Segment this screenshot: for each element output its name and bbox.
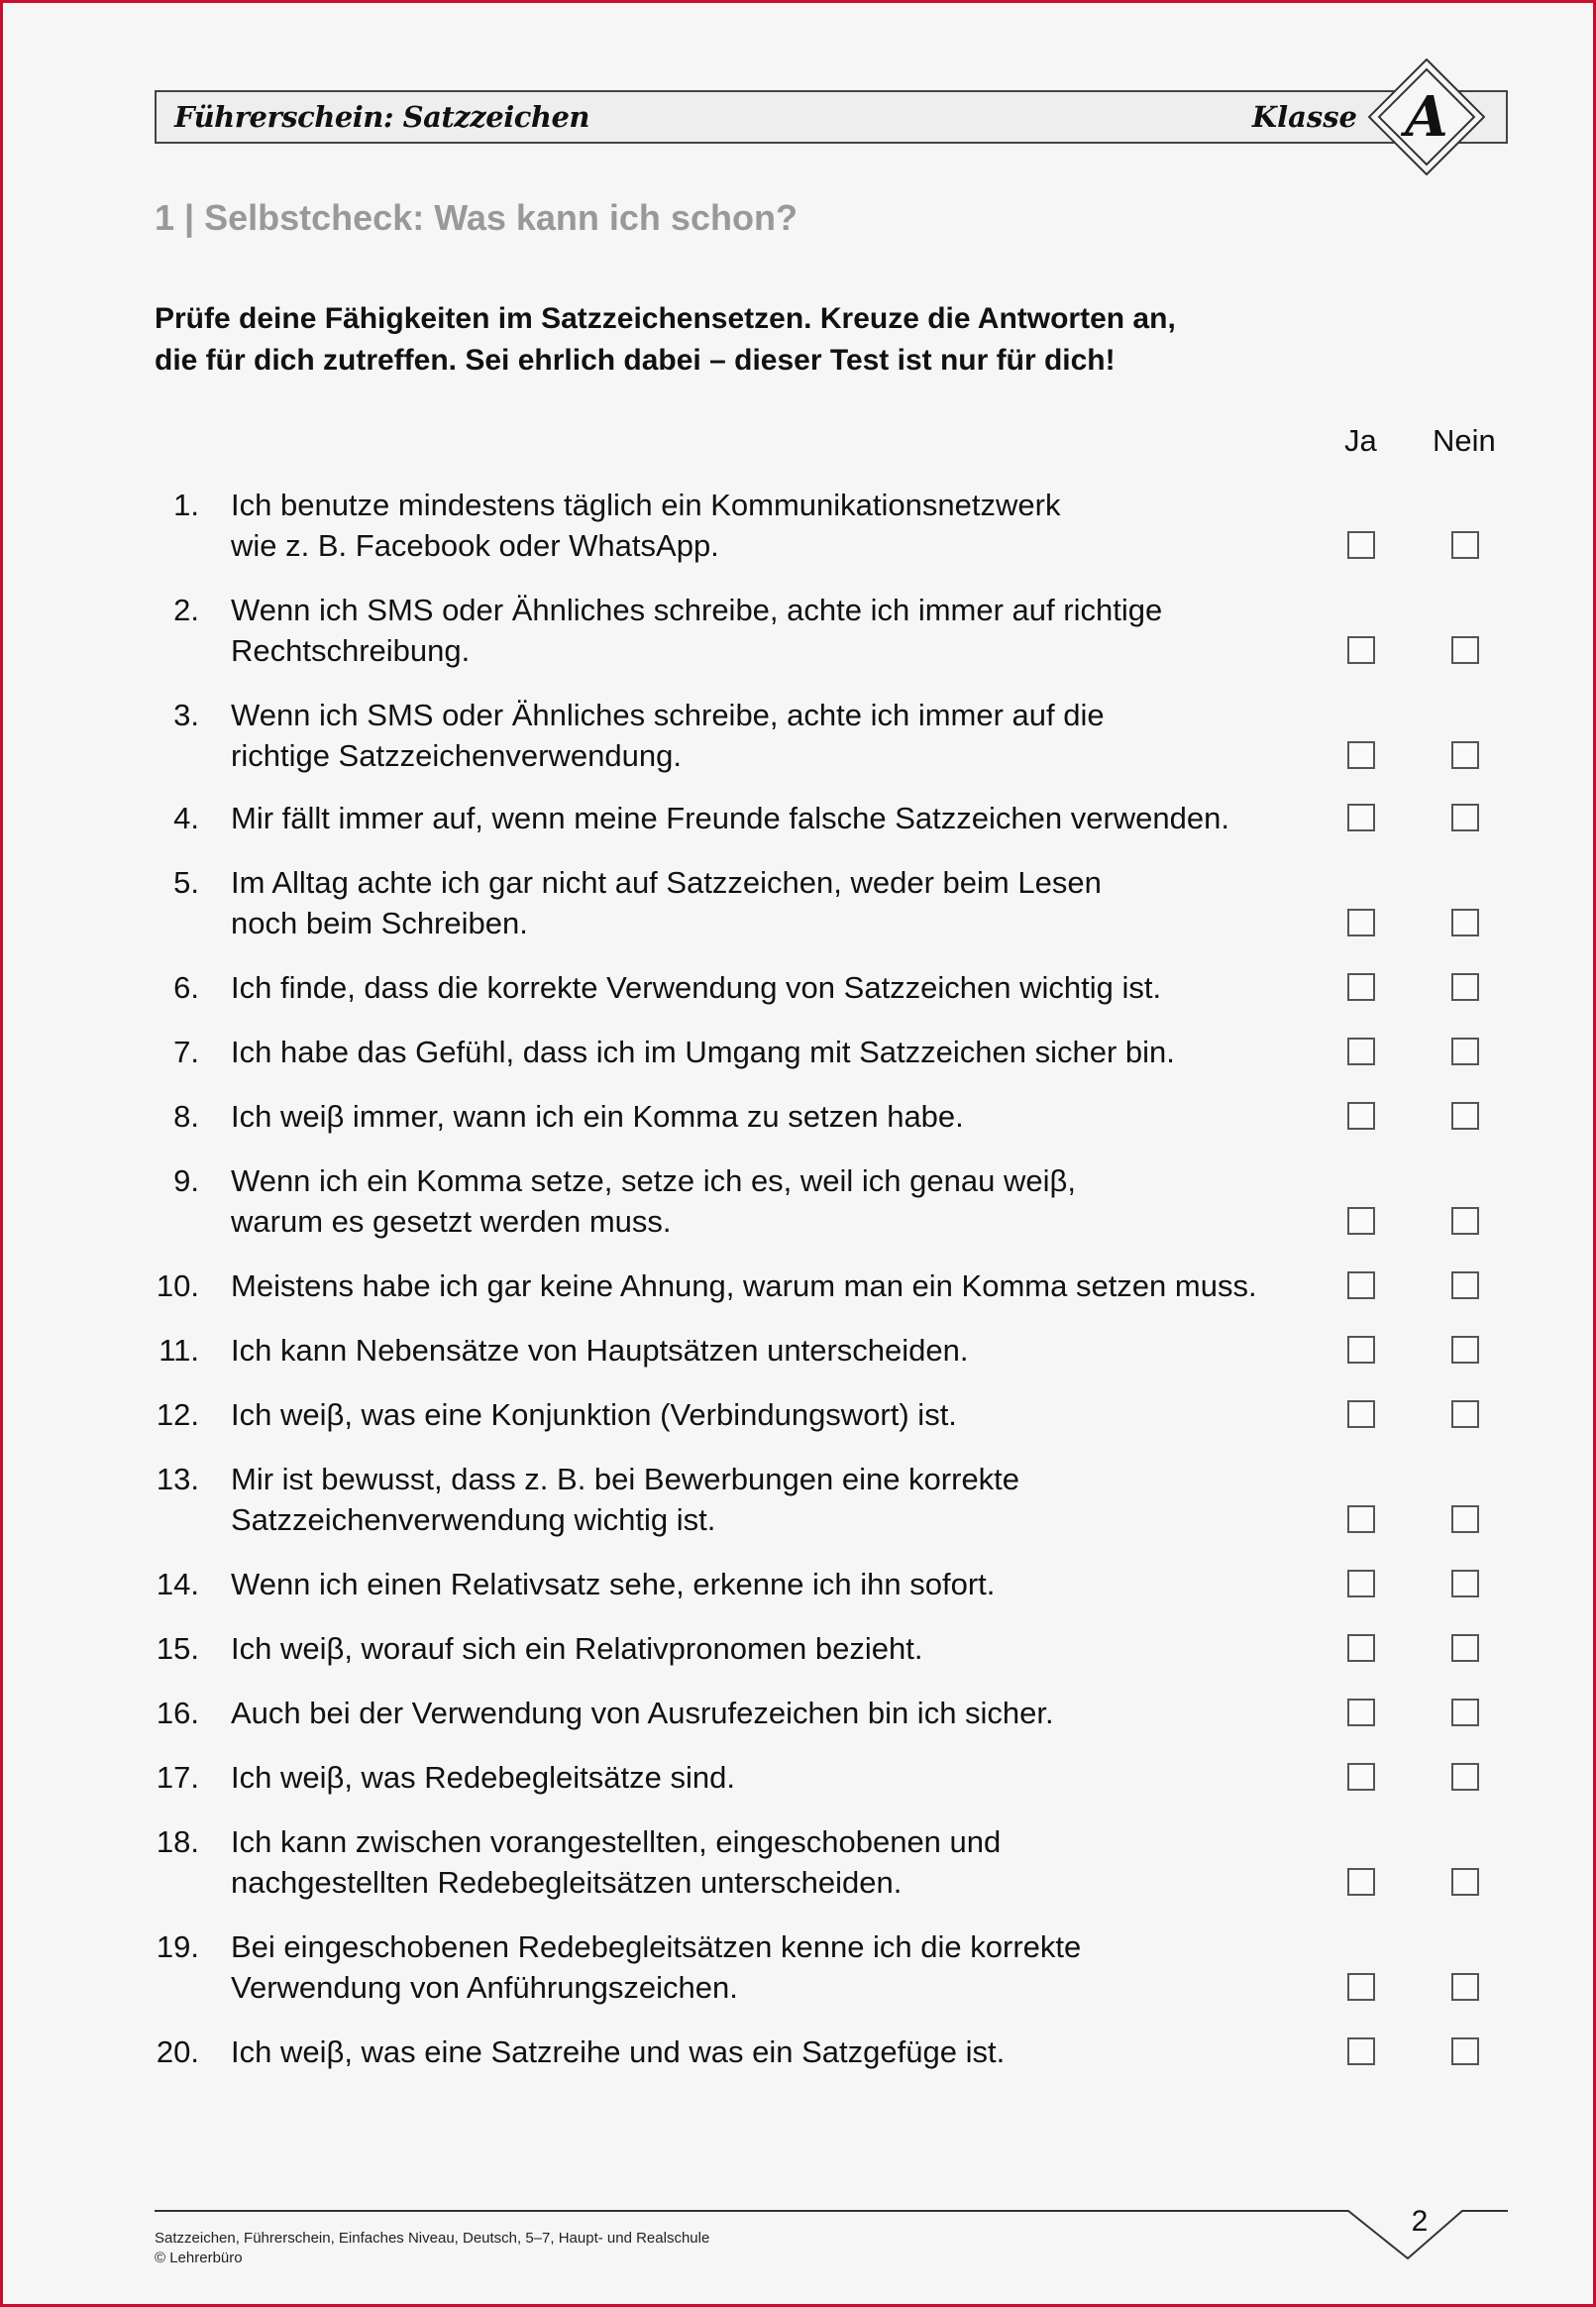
checkbox-nein[interactable] [1451, 636, 1479, 664]
checkbox-nein[interactable] [1451, 1699, 1479, 1726]
checklist-item [3, 1394, 1596, 1435]
instructions-line: Prüfe deine Fähigkeiten im Satzzeichensetzen. Kreuze die Antworten an, [155, 302, 1176, 335]
item-text-line: Ich weiβ, was Redebegleitsätze sind. [231, 1760, 735, 1795]
checklist-item [3, 2032, 1596, 2072]
item-number: 14. [156, 1567, 199, 1601]
checkbox-nein[interactable] [1451, 1570, 1479, 1597]
checkbox-ja[interactable] [1347, 804, 1375, 831]
checklist-item [3, 862, 1596, 943]
checklist-item [3, 1757, 1596, 1798]
item-text [231, 1628, 1330, 1669]
instructions-line: die für dich zutreffen. Sei ehrlich dabei – dieser Test ist nur für dich! [155, 344, 1116, 377]
item-text [231, 1821, 1330, 1903]
column-header-ja: Ja [1344, 423, 1377, 458]
checklist-item [3, 1032, 1596, 1072]
item-text [231, 1757, 1330, 1798]
footer-copyright: © Lehrerbüro [155, 2250, 243, 2266]
checkbox-ja[interactable] [1347, 1038, 1375, 1065]
item-text-line: Ich weiβ, was eine Konjunktion (Verbindungswort) ist. [231, 1397, 957, 1432]
klasse-label: Klasse [1251, 100, 1357, 134]
klasse-badge [1368, 58, 1485, 175]
checkbox-nein[interactable] [1451, 909, 1479, 936]
item-text [231, 1394, 1330, 1435]
checklist-item [3, 967, 1596, 1008]
checkbox-ja[interactable] [1347, 1868, 1375, 1896]
checklist-item [3, 1821, 1596, 1903]
item-text-line: Mir ist bewusst, dass z. B. bei Bewerbungen eine korrekte [231, 1462, 1020, 1496]
item-text [231, 590, 1330, 671]
item-number: 20. [156, 2034, 199, 2069]
checkbox-nein[interactable] [1451, 531, 1479, 559]
checkbox-nein[interactable] [1451, 973, 1479, 1001]
item-text-line: noch beim Schreiben. [231, 906, 528, 940]
item-text [231, 1926, 1330, 2008]
checkbox-ja[interactable] [1347, 973, 1375, 1001]
item-number: 3. [173, 698, 199, 732]
item-text-line: Mir fällt immer auf, wenn meine Freunde falsche Satzzeichen verwenden. [231, 801, 1229, 835]
item-text [231, 1160, 1330, 1242]
item-number: 12. [156, 1397, 199, 1432]
item-text [231, 1564, 1330, 1604]
item-text [231, 485, 1330, 566]
checklist-item [3, 1459, 1596, 1540]
checklist-item [3, 798, 1596, 838]
checkbox-ja[interactable] [1347, 1271, 1375, 1299]
item-number: 4. [173, 801, 199, 835]
checklist-item [3, 1265, 1596, 1306]
checkbox-ja[interactable] [1347, 1570, 1375, 1597]
checkbox-nein[interactable] [1451, 804, 1479, 831]
checklist-item [3, 1330, 1596, 1371]
item-text-line: Ich weiβ, was eine Satzreihe und was ein Satzgefüge ist. [231, 2034, 1006, 2069]
footer-text [155, 2229, 709, 2268]
checkbox-nein[interactable] [1451, 1038, 1479, 1065]
item-text-line: Im Alltag achte ich gar nicht auf Satzzeichen, weder beim Lesen [231, 865, 1102, 900]
item-text [231, 695, 1330, 776]
checkbox-nein[interactable] [1451, 1505, 1479, 1533]
checkbox-nein[interactable] [1451, 1336, 1479, 1364]
klasse-letter: A [1405, 84, 1448, 150]
item-text-line: richtige Satzzeichenverwendung. [231, 738, 682, 773]
instructions [155, 298, 1393, 382]
item-text [231, 862, 1330, 943]
checkbox-nein[interactable] [1451, 1400, 1479, 1428]
item-number: 9. [173, 1163, 199, 1198]
checkbox-nein[interactable] [1451, 2037, 1479, 2065]
checklist-item [3, 1096, 1596, 1137]
checkbox-ja[interactable] [1347, 741, 1375, 769]
checklist-item [3, 1926, 1596, 2008]
checkbox-nein[interactable] [1451, 1634, 1479, 1662]
checkbox-ja[interactable] [1347, 636, 1375, 664]
item-text [231, 1330, 1330, 1371]
item-text-line: Wenn ich SMS oder Ähnliches schreibe, achte ich immer auf die [231, 698, 1105, 732]
checkbox-ja[interactable] [1347, 1973, 1375, 2001]
item-text-line: Wenn ich einen Relativsatz sehe, erkenne ich ihn sofort. [231, 1567, 996, 1601]
item-text [231, 1096, 1330, 1137]
checkbox-ja[interactable] [1347, 1102, 1375, 1130]
item-text-line: Ich kann Nebensätze von Hauptsätzen unterscheiden. [231, 1333, 969, 1368]
header-bar [155, 90, 1508, 144]
item-number: 7. [173, 1035, 199, 1069]
item-text-line: Ich habe das Gefühl, dass ich im Umgang mit Satzzeichen sicher bin. [231, 1035, 1175, 1069]
checkbox-nein[interactable] [1451, 1102, 1479, 1130]
item-text-line: nachgestellten Redebegleitsätzen unterscheiden. [231, 1865, 903, 1900]
item-text [231, 2032, 1330, 2072]
item-number: 5. [173, 865, 199, 900]
worksheet-title: Führerschein: Satzzeichen [174, 100, 589, 134]
item-number: 6. [173, 970, 199, 1005]
checklist-item [3, 590, 1596, 671]
item-text-line: Ich weiβ, worauf sich ein Relativpronomen bezieht. [231, 1631, 923, 1666]
checkbox-ja[interactable] [1347, 1400, 1375, 1428]
item-text-line: Meistens habe ich gar keine Ahnung, warum man ein Komma setzen muss. [231, 1268, 1257, 1303]
item-text [231, 967, 1330, 1008]
item-text-line: Verwendung von Anführungszeichen. [231, 1970, 738, 2005]
item-text [231, 798, 1330, 838]
item-text-line: Ich kann zwischen vorangestellten, eingeschobenen und [231, 1824, 1002, 1859]
checklist-item [3, 1160, 1596, 1242]
checkbox-ja[interactable] [1347, 531, 1375, 559]
item-text-line: Satzzeichenverwendung wichtig ist. [231, 1502, 716, 1537]
item-text-line: wie z. B. Facebook oder WhatsApp. [231, 528, 719, 563]
checkbox-ja[interactable] [1347, 2037, 1375, 2065]
checkbox-nein[interactable] [1451, 1868, 1479, 1896]
checklist-item [3, 1693, 1596, 1733]
item-text-line: Ich benutze mindestens täglich ein Kommunikationsnetzwerk [231, 488, 1061, 522]
item-number: 2. [173, 593, 199, 627]
checklist-item [3, 695, 1596, 776]
item-text-line: Ich finde, dass die korrekte Verwendung von Satzzeichen wichtig ist. [231, 970, 1162, 1005]
item-text-line: Wenn ich ein Komma setze, setze ich es, weil ich genau weiβ, [231, 1163, 1076, 1198]
checkbox-ja[interactable] [1347, 1699, 1375, 1726]
item-number: 8. [173, 1099, 199, 1134]
checkbox-ja[interactable] [1347, 909, 1375, 936]
checklist-item [3, 485, 1596, 566]
checkbox-ja[interactable] [1347, 1634, 1375, 1662]
item-number: 13. [156, 1462, 199, 1496]
item-number: 17. [156, 1760, 199, 1795]
item-text [231, 1459, 1330, 1540]
checkbox-nein[interactable] [1451, 1763, 1479, 1791]
checkbox-nein[interactable] [1451, 1207, 1479, 1235]
checkbox-nein[interactable] [1451, 1271, 1479, 1299]
item-number: 11. [159, 1333, 199, 1368]
item-number: 15. [156, 1631, 199, 1666]
item-text [231, 1693, 1330, 1733]
item-text [231, 1032, 1330, 1072]
item-text-line: Bei eingeschobenen Redebegleitsätzen kenne ich die korrekte [231, 1929, 1082, 1964]
item-text-line: warum es gesetzt werden muss. [231, 1204, 672, 1239]
item-text-line: Wenn ich SMS oder Ähnliches schreibe, achte ich immer auf richtige [231, 593, 1163, 627]
checkbox-ja[interactable] [1347, 1336, 1375, 1364]
checkbox-ja[interactable] [1347, 1505, 1375, 1533]
item-number: 18. [156, 1824, 199, 1859]
checkbox-nein[interactable] [1451, 1973, 1479, 2001]
checkbox-ja[interactable] [1347, 1763, 1375, 1791]
section-heading: 1 | Selbstcheck: Was kann ich schon? [155, 197, 798, 238]
item-text-line: Rechtschreibung. [231, 633, 471, 668]
item-number: 19. [156, 1929, 199, 1964]
checkbox-ja[interactable] [1347, 1207, 1375, 1235]
item-text-line: Ich weiβ immer, wann ich ein Komma zu setzen habe. [231, 1099, 964, 1134]
column-header-nein: Nein [1433, 423, 1496, 458]
checkbox-nein[interactable] [1451, 741, 1479, 769]
page-number: 2 [1411, 2205, 1429, 2238]
item-text-line: Auch bei der Verwendung von Ausrufezeichen bin ich sicher. [231, 1696, 1054, 1730]
item-number: 1. [173, 488, 199, 522]
checklist-item [3, 1628, 1596, 1669]
checklist-item [3, 1564, 1596, 1604]
footer-source: Satzzeichen, Führerschein, Einfaches Niveau, Deutsch, 5–7, Haupt- und Realschule [155, 2230, 710, 2247]
item-text [231, 1265, 1330, 1306]
item-number: 16. [156, 1696, 199, 1730]
item-number: 10. [156, 1268, 199, 1303]
